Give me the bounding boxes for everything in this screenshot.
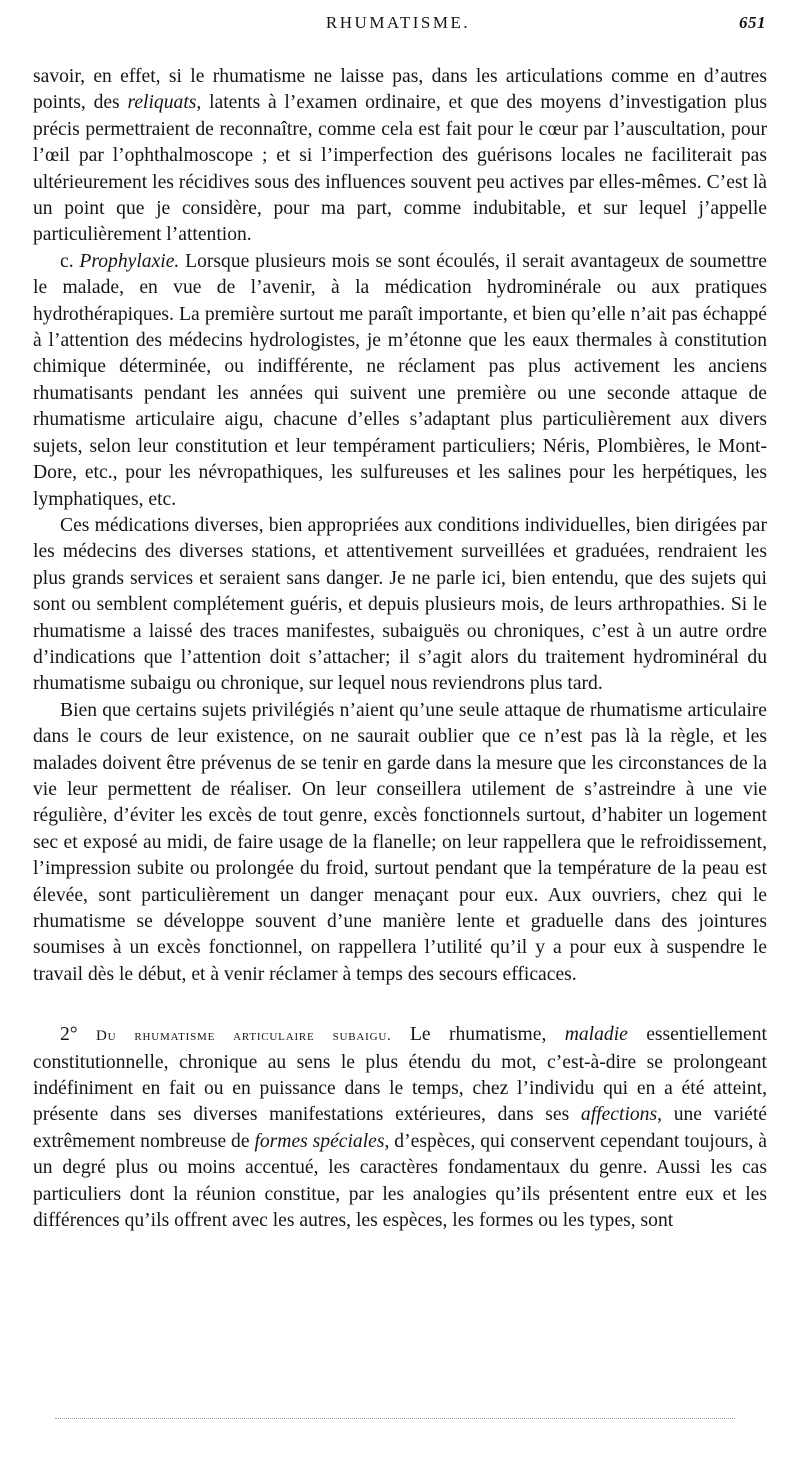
paragraph-3: Ces médications diverses, bien appropriées aux conditions individuelles, bien dirigées par les médecins des diverses stations, et attentivement surveillées et graduées, rendraient les plus grands services et seraient sans danger. Je ne parle ici, bien entendu, que des sujets qui sont ou semblent complétement guéris, et depuis plusieurs mois, de leurs arthropathies. Si le rhumatisme a laissé des traces manifestes, subaiguës ou chroniques, c’est à un autre ordre d’indications que l’attention doit s’attacher; il s’agit alors du traitement hydrominéral du rhumatisme subaigu ou chronique, sur lequel nous reviendrons plus tard. bbox=[33, 514, 767, 695]
section-title-prophylaxie: Prophylaxie. bbox=[79, 250, 180, 272]
page-body bbox=[33, 64, 767, 1234]
section-marker: c. bbox=[60, 250, 80, 272]
running-head bbox=[30, 7, 766, 35]
paragraph-4: Bien que certains sujets privilégiés n’aient qu’une seule attaque de rhumatisme articulaire dans le cours de leur existence, on ne saurait oublier que ce n’est pas là la règle, et les malades doivent être prévenus de se tenir en garde dans la mesure que les circonstances de la vie leur permettent de réaliser. On leur conseillera utilement de s’astreindre à une vie régulière, d’éviter les excès de tout genre, excès fonctionnels surtout, d’habiter un logement sec et exposé au midi, de faire usage de la flanelle; on leur rappellera que le refroidissement, l’impression subite ou prolongée du froid, surtout pendant que la température de la peau est élevée, sont particulièrement un danger menaçant pour eux. Aux ouvriers, chez qui le rhumatisme se développe souvent d’une manière lente et graduelle dans des jointures soumises à un excès fonctionnel, on rappellera l’utilité qu’il y a pour eux à suspendre le travail dès le début, et à venir réclamer à temps des secours efficaces. bbox=[33, 699, 767, 985]
emphasis-formes-speciales: formes spéciales bbox=[254, 1130, 385, 1152]
paragraph-5-text-d: , d’espèces, qui conservent cependant toujours, à un degré plus ou moins accentué, les caractères fondamentaux du genre. Aussi les cas particuliers dont la réunion constitue, par les analogies qu’ils présentent entre eux et les différences qu’ils offrent avec les autres, les espèces, les formes ou les types, sont bbox=[33, 1130, 767, 1232]
page-number: 651 bbox=[739, 13, 766, 32]
emphasis-reliquats: reliquats bbox=[127, 92, 197, 114]
section-number: 2° bbox=[60, 1024, 96, 1046]
emphasis-maladie: maladie bbox=[564, 1024, 628, 1046]
paragraph-subaigu bbox=[33, 1022, 767, 1234]
paragraph-5-text-c: , une variété extrêmement nombreuse de bbox=[33, 1104, 767, 1152]
paragraph-1-text-b: , latents à l’examen ordinaire, et que des moyens d’investigation plus précis permettraient de reconnaître, comme cela est fait pour le cœur par l’auscultation, pour l’œil par l’ophthalmoscope ; et si l’imperfection des guérisons locales ne faciliterait pas ultérieurement les récidives sous des influences souvent peu actives par elles-mêmes. C’est là un point que je considère, pour ma part, comme indubitable, et sur lequel j’appelle particulièrement l’attention. bbox=[33, 92, 767, 246]
emphasis-affections: affections bbox=[580, 1104, 658, 1126]
bottom-bleed-line bbox=[55, 1418, 735, 1420]
paragraph-2-text: Lorsque plusieurs mois se sont écoulés, il serait avantageux de soumettre le malade, en vue de l’avenir, à la médication hydrominérale ou aux pratiques hydrothérapiques. La première surtout me paraît importante, et bien qu’elle n’ait pas échappé à l’attention des médecins hydrologistes, je m’étonne que les eaux thermales à constitution chimique déterminée, ou indifférente, ne réclament pas plus activement les anciens rhumatisants pendant les années qui suivent une première ou une seconde attaque de rhumatisme articulaire aigu, chacune d’elles s’adaptant plus particulièrement aux divers sujets, selon leur constitution et leur tempérament particuliers; Néris, Plombières, le Mont-Dore, etc., pour les névropathiques, les sulfureuses et les salines pour les herpétiques, les lymphatiques, etc. bbox=[33, 250, 767, 510]
paragraph-1 bbox=[33, 64, 767, 249]
running-title: RHUMATISME. bbox=[325, 13, 471, 32]
paragraph-prophylaxie bbox=[33, 249, 767, 513]
paragraph-5-text-a: Le rhumatisme, bbox=[391, 1024, 565, 1046]
paragraph-5-text-b: essentiellement constitutionnelle, chronique au sens le plus étendu du mot, c’est-à-dire se prolongeant indéfiniment en fait ou en puissance dans le temps, chez l’individu qui en a été atteint, présente dans ses diverses manifestations extérieures, dans ses bbox=[33, 1024, 767, 1126]
section-heading: Du rhumatisme articulaire subaigu. bbox=[95, 1028, 392, 1045]
paragraph-1-text-a: savoir, en effet, si le rhumatisme ne laisse pas, dans les articulations comme en d’autres points, des bbox=[33, 66, 767, 114]
